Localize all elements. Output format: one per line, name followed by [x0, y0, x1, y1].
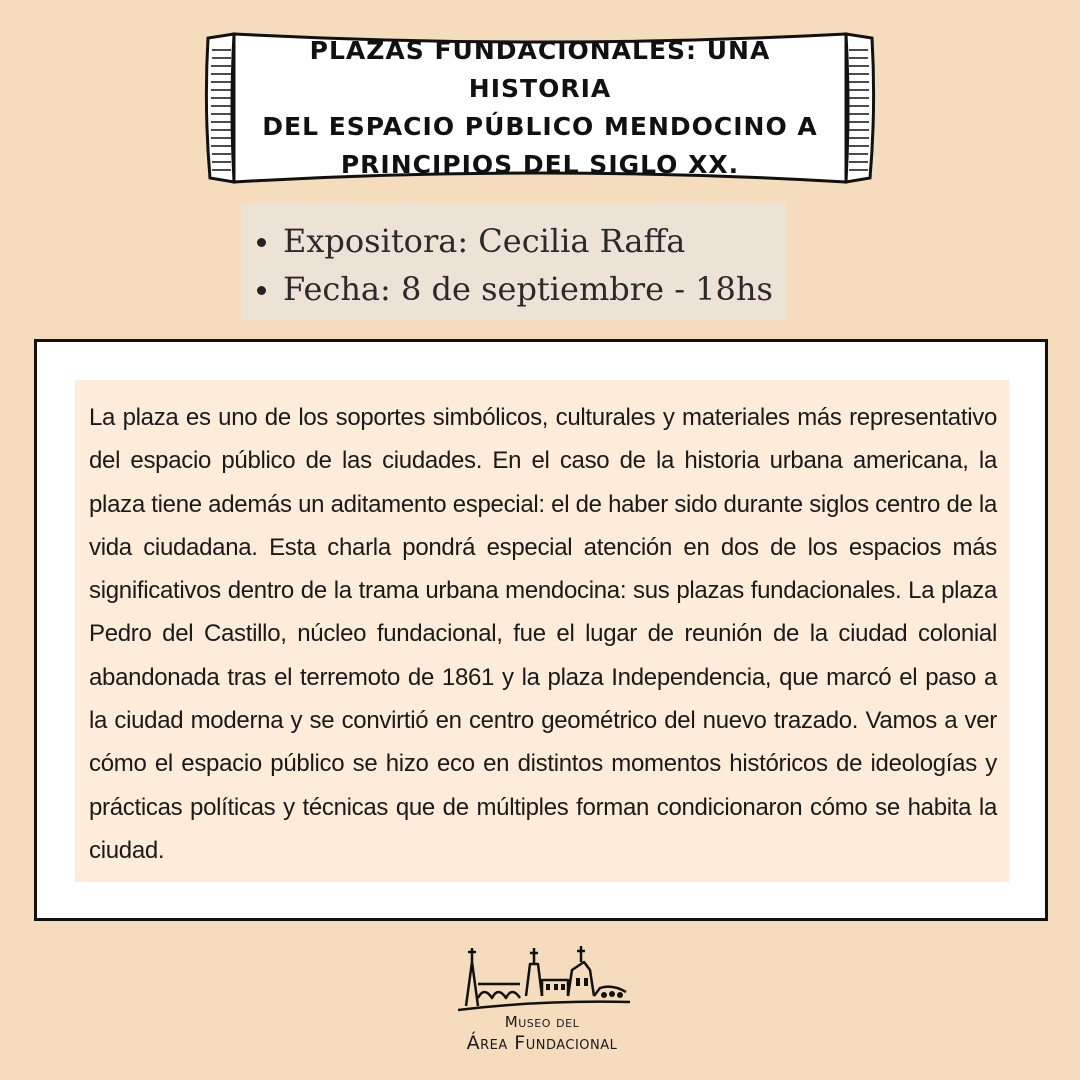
event-info-list	[241, 203, 786, 313]
museum-name-line-1: Museo del	[504, 1013, 580, 1031]
description-text: La plaza es uno de los soportes simbólicos, culturales y materiales más representativo del espacio público de las ciudades. En el caso de la historia urbana americana, la plaza tiene además un aditamento especial: el de haber sido durante siglos centro de la vida ciudadana. Esta charla pondrá especial atención en dos de los espacios más significativos dentro de la trama urbana mendocina: sus plazas fundacionales. La plaza Pedro del Castillo, núcleo fundacional, fue el lugar de reunión de la ciudad colonial abandonada tras el terremoto de 1861 y la plaza Independencia, que marcó el paso a la ciudad moderna y se convirtió en centro geométrico del nuevo trazado. Vamos a ver cómo el espacio público se hizo eco en distintos momentos históricos de ideologías y prácticas políticas y técnicas que de múltiples forman condicionaron cómo se habita la ciudad.	[89, 404, 997, 864]
museum-name-line-2: Área Fundacional	[466, 1032, 618, 1054]
description-frame	[34, 339, 1048, 921]
museum-logo-icon	[450, 940, 635, 1015]
title-line-2: DEL ESPACIO PÚBLICO MENDOCINO A	[262, 112, 818, 141]
event-info-box	[241, 203, 786, 320]
event-title	[240, 36, 840, 179]
date-item: Fecha: 8 de septiembre - 18hs	[283, 265, 786, 313]
description-panel	[75, 380, 1009, 882]
title-scroll-banner	[200, 28, 880, 188]
museum-name	[420, 1013, 664, 1055]
title-line-3: PRINCIPIOS DEL SIGLO XX.	[340, 150, 740, 179]
title-line-1: PLAZAS FUNDACIONALES: UNA HISTORIA	[309, 36, 771, 103]
speaker-item: Expositora: Cecilia Raffa	[283, 217, 786, 265]
